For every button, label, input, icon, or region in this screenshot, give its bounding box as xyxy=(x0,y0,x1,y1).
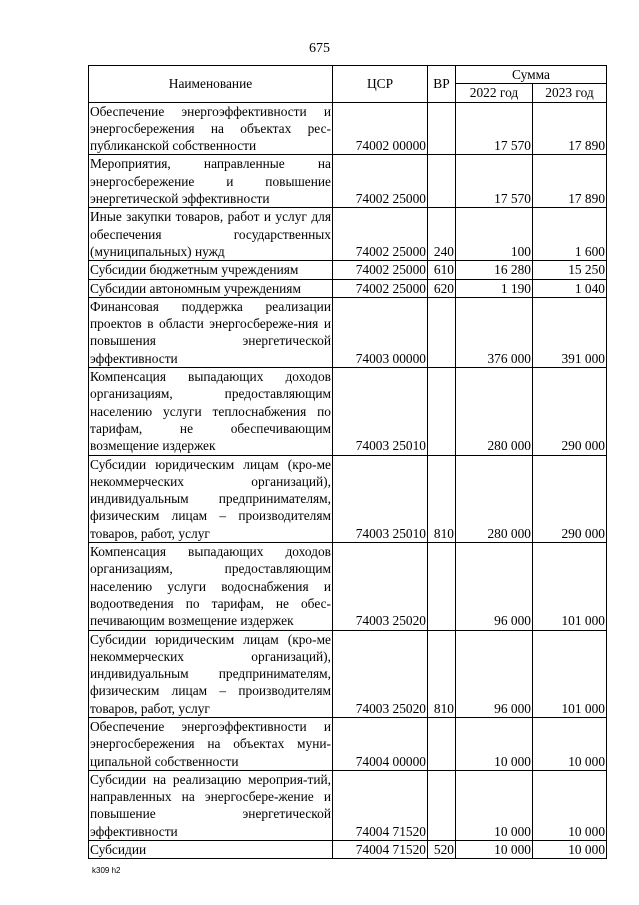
row-2022: 280 000 xyxy=(456,368,533,455)
row-csr: 74004 00000 xyxy=(333,717,428,770)
row-name: Компенсация выпадающих доходов организациям, предоставляющим населению услуги водоснабжения и водоотведения по тарифам, не обес-печивающим возмещение издержек xyxy=(90,544,331,629)
row-name: Обеспечение энергоэффективности и энергосбережения на объектах муни-ципальной собственности xyxy=(90,718,331,769)
header-year-2022: 2022 год xyxy=(456,84,533,102)
row-2023: 1 600 xyxy=(533,208,607,261)
row-2023: 17 890 xyxy=(533,155,607,208)
row-csr: 74003 25020 xyxy=(333,630,428,717)
row-2022: 17 570 xyxy=(456,102,533,155)
row-vr xyxy=(428,297,456,367)
header-vr: ВР xyxy=(428,66,456,103)
row-2023: 1 040 xyxy=(533,279,607,297)
header-sum: Сумма xyxy=(456,66,607,84)
row-name: Иные закупки товаров, работ и услуг для обеспечения государственных (муниципальных) нужд xyxy=(90,209,331,259)
row-2022: 1 190 xyxy=(456,279,533,297)
row-2022: 376 000 xyxy=(456,297,533,367)
row-2022: 17 570 xyxy=(456,155,533,208)
table-row xyxy=(89,155,607,208)
row-vr xyxy=(428,770,456,840)
row-name: Субсидии юридическим лицам (кро-ме некоммерческих организаций), индивидуальным предпринимателям, физическим лицам – производителям товаров, работ, услуг xyxy=(90,631,331,716)
row-name: Финансовая поддержка реализации проектов в области энергосбереже-ния и повышения энергетической эффективности xyxy=(90,298,331,366)
row-2022: 16 280 xyxy=(456,261,533,279)
row-vr: 610 xyxy=(428,261,456,279)
table-row xyxy=(89,455,607,542)
row-csr: 74002 25000 xyxy=(333,279,428,297)
row-csr: 74002 25000 xyxy=(333,261,428,279)
row-vr: 810 xyxy=(428,630,456,717)
row-2023: 10 000 xyxy=(533,717,607,770)
row-2023: 391 000 xyxy=(533,297,607,367)
row-vr: 810 xyxy=(428,455,456,542)
row-name: Субсидии на реализацию мероприя-тий, направленных на энергосбере-жение и повышение энергетической эффективности xyxy=(90,771,331,839)
row-name: Субсидии юридическим лицам (кро-ме некоммерческих организаций), индивидуальным предпринимателям, физическим лицам – производителям товаров, работ, услуг xyxy=(90,456,331,541)
row-csr: 74003 25010 xyxy=(333,455,428,542)
row-2023: 290 000 xyxy=(533,455,607,542)
row-2023: 10 000 xyxy=(533,841,607,859)
table-row xyxy=(89,717,607,770)
header-year-2023: 2023 год xyxy=(533,84,607,102)
row-2022: 10 000 xyxy=(456,841,533,859)
budget-table xyxy=(88,65,607,859)
row-2023: 10 000 xyxy=(533,770,607,840)
row-csr: 74004 71520 xyxy=(333,841,428,859)
row-2022: 96 000 xyxy=(456,630,533,717)
row-csr: 74004 71520 xyxy=(333,770,428,840)
row-2023: 290 000 xyxy=(533,368,607,455)
row-name: Субсидии xyxy=(89,841,333,859)
row-csr: 74002 25000 xyxy=(333,155,428,208)
table-row xyxy=(89,208,607,261)
row-2023: 17 890 xyxy=(533,102,607,155)
row-2023: 101 000 xyxy=(533,630,607,717)
table-row xyxy=(89,102,607,155)
row-name: Субсидии автономным учреждениям xyxy=(89,279,333,297)
row-csr: 74002 00000 xyxy=(333,102,428,155)
row-vr xyxy=(428,102,456,155)
row-2022: 10 000 xyxy=(456,770,533,840)
row-name: Обеспечение энергоэффективности и энергосбережения на объектах рес-публиканской собственности xyxy=(90,103,331,154)
table-row xyxy=(89,297,607,367)
row-vr: 620 xyxy=(428,279,456,297)
header-csr: ЦСР xyxy=(333,66,428,103)
row-vr xyxy=(428,543,456,630)
table-row xyxy=(89,368,607,455)
row-2022: 100 xyxy=(456,208,533,261)
header-name: Наименование xyxy=(89,66,333,103)
row-name: Компенсация выпадающих доходов организациям, предоставляющим населению услуги теплоснабжения по тарифам, не обеспечивающим возмещение издержек xyxy=(90,369,331,454)
table-row xyxy=(89,630,607,717)
row-name: Мероприятия, направленные на энергосбережение и повышение энергетической эффективности xyxy=(90,156,331,207)
footer-code: k309 h2 xyxy=(92,866,121,875)
row-csr: 74003 25020 xyxy=(333,543,428,630)
row-vr: 520 xyxy=(428,841,456,859)
table-row xyxy=(89,261,607,279)
row-2023: 101 000 xyxy=(533,543,607,630)
row-2023: 15 250 xyxy=(533,261,607,279)
table-row xyxy=(89,279,607,297)
row-2022: 280 000 xyxy=(456,455,533,542)
table-row xyxy=(89,543,607,630)
page-number: 675 xyxy=(309,41,330,56)
row-vr xyxy=(428,155,456,208)
row-vr xyxy=(428,717,456,770)
table-row xyxy=(89,841,607,859)
row-csr: 74003 00000 xyxy=(333,297,428,367)
row-csr: 74003 25010 xyxy=(333,368,428,455)
row-2022: 10 000 xyxy=(456,717,533,770)
row-csr: 74002 25000 xyxy=(333,208,428,261)
row-vr: 240 xyxy=(428,208,456,261)
row-vr xyxy=(428,368,456,455)
row-name: Субсидии бюджетным учреждениям xyxy=(89,261,333,279)
row-2022: 96 000 xyxy=(456,543,533,630)
table-row xyxy=(89,770,607,840)
